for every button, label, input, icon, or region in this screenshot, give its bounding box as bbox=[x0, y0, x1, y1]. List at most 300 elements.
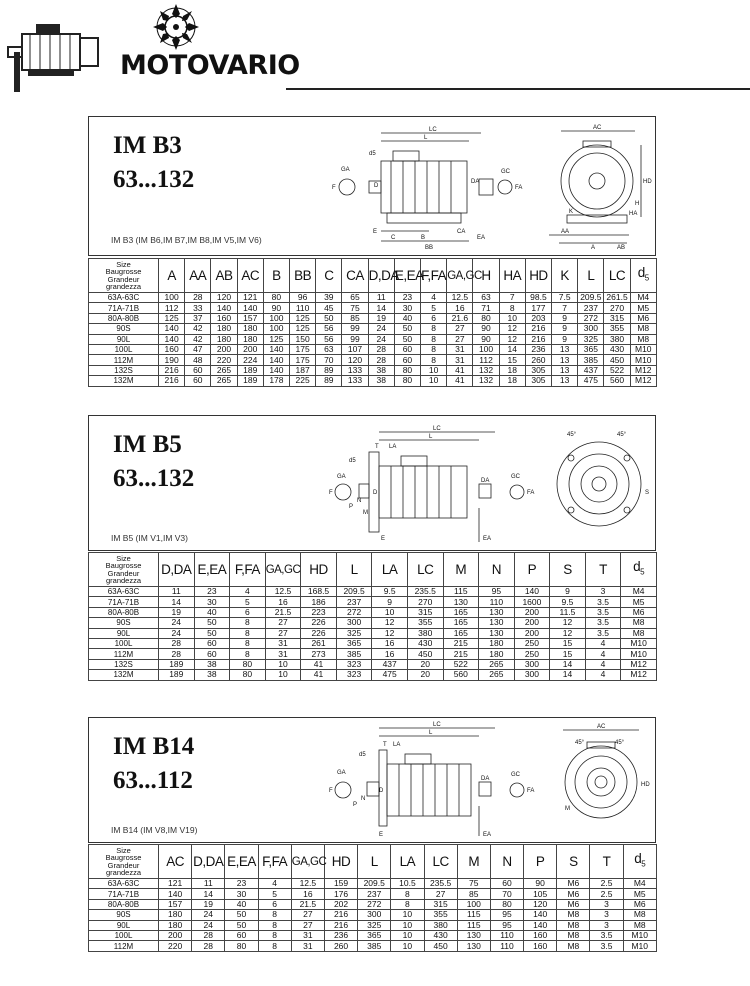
value-cell: 60 bbox=[394, 355, 420, 365]
column-header: HD bbox=[324, 845, 357, 879]
value-cell: 10 bbox=[499, 313, 525, 323]
value-cell: 75 bbox=[457, 879, 490, 889]
value-cell: M8 bbox=[621, 618, 657, 628]
value-cell: M10 bbox=[630, 355, 656, 365]
im-b14-title bbox=[113, 730, 194, 798]
im-b5-subtitle: IM B5 (IM V1,IM V3) bbox=[111, 533, 188, 543]
value-cell: 260 bbox=[324, 941, 357, 951]
svg-text:GC: GC bbox=[511, 474, 520, 480]
im-b14-banner bbox=[88, 717, 656, 843]
value-cell: 325 bbox=[578, 334, 604, 344]
table-row bbox=[89, 899, 657, 909]
value-cell: 31 bbox=[291, 930, 324, 940]
svg-text:DA: DA bbox=[471, 179, 480, 185]
value-cell: 80 bbox=[225, 941, 258, 951]
svg-text:LC: LC bbox=[433, 722, 441, 728]
value-cell: 187 bbox=[290, 365, 316, 375]
value-cell: 140 bbox=[159, 889, 192, 899]
value-cell: 80 bbox=[394, 365, 420, 375]
svg-text:L: L bbox=[424, 135, 428, 141]
im-b14-title-line: IM B14 bbox=[113, 733, 195, 760]
value-cell: 133 bbox=[342, 365, 368, 375]
value-cell: 4 bbox=[585, 649, 621, 659]
value-cell: 28 bbox=[185, 293, 211, 303]
value-cell: 272 bbox=[578, 313, 604, 323]
value-cell: 50 bbox=[194, 618, 230, 628]
value-cell: 385 bbox=[336, 649, 372, 659]
column-header: K bbox=[552, 259, 578, 293]
value-cell: 41 bbox=[447, 365, 473, 375]
value-cell: 112 bbox=[159, 303, 185, 313]
value-cell: 75 bbox=[342, 303, 368, 313]
size-header-line: grandezza bbox=[105, 576, 142, 585]
column-header: AB bbox=[211, 259, 237, 293]
value-cell: 12 bbox=[550, 618, 586, 628]
table-row bbox=[89, 293, 657, 303]
value-cell: 96 bbox=[290, 293, 316, 303]
value-cell: 65 bbox=[342, 293, 368, 303]
svg-text:C: C bbox=[391, 235, 396, 241]
value-cell: 180 bbox=[237, 324, 263, 334]
column-header: L bbox=[578, 259, 604, 293]
value-cell: 6 bbox=[230, 607, 266, 617]
brand-logo-text: MOTOVARIO bbox=[120, 50, 300, 81]
value-cell: 3 bbox=[590, 920, 623, 930]
value-cell: 475 bbox=[372, 670, 408, 680]
svg-text:L: L bbox=[429, 730, 433, 736]
table-row bbox=[89, 334, 657, 344]
value-cell: 3.5 bbox=[585, 597, 621, 607]
value-cell: 437 bbox=[372, 659, 408, 669]
svg-text:BB: BB bbox=[425, 245, 434, 251]
value-cell: 3 bbox=[590, 899, 623, 909]
value-cell: 4 bbox=[585, 638, 621, 648]
im-b14-drawing bbox=[319, 720, 649, 840]
value-cell: 56 bbox=[316, 324, 342, 334]
value-cell: 42 bbox=[185, 324, 211, 334]
value-cell: M8 bbox=[623, 920, 656, 930]
value-cell: 216 bbox=[324, 910, 357, 920]
value-cell: 522 bbox=[443, 659, 479, 669]
table-row bbox=[89, 587, 657, 597]
svg-text:LA: LA bbox=[393, 742, 401, 748]
value-cell: 216 bbox=[159, 365, 185, 375]
im-b5-title bbox=[113, 428, 194, 496]
table-row bbox=[89, 941, 657, 951]
motor-illustration-icon bbox=[0, 22, 102, 94]
value-cell: 7 bbox=[552, 303, 578, 313]
value-cell: 90 bbox=[473, 324, 499, 334]
value-cell: M8 bbox=[621, 628, 657, 638]
table-row bbox=[89, 920, 657, 930]
column-header: HD bbox=[525, 259, 551, 293]
value-cell: 133 bbox=[342, 376, 368, 386]
value-cell: 100 bbox=[263, 324, 289, 334]
value-cell: 189 bbox=[159, 670, 195, 680]
value-cell: M8 bbox=[557, 941, 590, 951]
value-cell: 100 bbox=[457, 899, 490, 909]
table-row bbox=[89, 344, 657, 354]
svg-text:DA: DA bbox=[481, 478, 490, 484]
value-cell: 31 bbox=[447, 355, 473, 365]
value-cell: 1600 bbox=[514, 597, 550, 607]
size-cell: 132S bbox=[89, 365, 159, 375]
value-cell: 8 bbox=[421, 355, 447, 365]
value-cell: 4 bbox=[585, 659, 621, 669]
table-row bbox=[89, 376, 657, 386]
table-row bbox=[89, 659, 657, 669]
table-row bbox=[89, 910, 657, 920]
value-cell: 60 bbox=[225, 930, 258, 940]
value-cell: 300 bbox=[514, 670, 550, 680]
value-cell: 125 bbox=[290, 313, 316, 323]
value-cell: 130 bbox=[443, 597, 479, 607]
value-cell: M12 bbox=[621, 670, 657, 680]
value-cell: 209.5 bbox=[336, 587, 372, 597]
svg-text:AC: AC bbox=[597, 724, 606, 730]
size-cell: 112M bbox=[89, 355, 159, 365]
value-cell: 180 bbox=[211, 334, 237, 344]
value-cell: M10 bbox=[623, 941, 656, 951]
value-cell: 107 bbox=[342, 344, 368, 354]
value-cell: 80 bbox=[230, 659, 266, 669]
value-cell: 50 bbox=[394, 324, 420, 334]
value-cell: 70 bbox=[316, 355, 342, 365]
value-cell: 121 bbox=[237, 293, 263, 303]
value-cell: 60 bbox=[185, 376, 211, 386]
value-cell: 40 bbox=[394, 313, 420, 323]
value-cell: 38 bbox=[194, 659, 230, 669]
value-cell: 200 bbox=[514, 628, 550, 638]
value-cell: 8 bbox=[258, 941, 291, 951]
value-cell: 4 bbox=[230, 587, 266, 597]
value-cell: M12 bbox=[621, 659, 657, 669]
value-cell: 27 bbox=[447, 324, 473, 334]
value-cell: 160 bbox=[524, 930, 557, 940]
size-cell: 112M bbox=[89, 941, 159, 951]
value-cell: 110 bbox=[479, 597, 515, 607]
im-b3-range-line: 63...132 bbox=[113, 166, 195, 193]
svg-text:LC: LC bbox=[433, 426, 441, 432]
value-cell: M6 bbox=[623, 899, 656, 909]
value-cell: 110 bbox=[290, 303, 316, 313]
im-b14-subtitle: IM B14 (IM V8,IM V19) bbox=[111, 825, 198, 835]
column-header: $d_5$ bbox=[623, 845, 656, 879]
value-cell: 200 bbox=[211, 344, 237, 354]
column-header: L bbox=[336, 553, 372, 587]
value-cell: 3 bbox=[585, 587, 621, 597]
value-cell: 90 bbox=[263, 303, 289, 313]
im-b5-range-line: 63...132 bbox=[113, 465, 195, 492]
value-cell: 60 bbox=[490, 879, 523, 889]
value-cell: 16 bbox=[291, 889, 324, 899]
column-header: H bbox=[473, 259, 499, 293]
table-header-row bbox=[89, 845, 657, 879]
value-cell: 48 bbox=[185, 355, 211, 365]
value-cell: M8 bbox=[630, 324, 656, 334]
value-cell: 80 bbox=[263, 293, 289, 303]
size-column-header bbox=[89, 553, 159, 587]
value-cell: 28 bbox=[159, 649, 195, 659]
value-cell: 30 bbox=[225, 889, 258, 899]
value-cell: M4 bbox=[621, 587, 657, 597]
im-b3-title bbox=[113, 129, 194, 197]
table-row bbox=[89, 324, 657, 334]
value-cell: 125 bbox=[159, 313, 185, 323]
value-cell: 28 bbox=[159, 638, 195, 648]
value-cell: 9 bbox=[552, 324, 578, 334]
table-row bbox=[89, 313, 657, 323]
svg-text:L: L bbox=[429, 434, 433, 440]
table-row bbox=[89, 889, 657, 899]
size-cell: 132S bbox=[89, 659, 159, 669]
value-cell: 19 bbox=[368, 313, 394, 323]
svg-text:LA: LA bbox=[389, 444, 397, 450]
value-cell: 33 bbox=[185, 303, 211, 313]
value-cell: 430 bbox=[604, 344, 630, 354]
value-cell: 28 bbox=[192, 941, 225, 951]
svg-text:P: P bbox=[353, 802, 358, 808]
column-header: E,EA bbox=[394, 259, 420, 293]
svg-text:M: M bbox=[363, 510, 368, 516]
column-header: BB bbox=[290, 259, 316, 293]
column-header: LC bbox=[424, 845, 457, 879]
value-cell: 8 bbox=[391, 899, 424, 909]
value-cell: 8 bbox=[258, 920, 291, 930]
value-cell: 157 bbox=[159, 899, 192, 909]
value-cell: 27 bbox=[265, 618, 301, 628]
value-cell: 450 bbox=[407, 649, 443, 659]
table-row bbox=[89, 649, 657, 659]
value-cell: 6 bbox=[421, 313, 447, 323]
column-header: T bbox=[585, 553, 621, 587]
size-cell: 112M bbox=[89, 649, 159, 659]
svg-text:45°: 45° bbox=[567, 432, 577, 438]
column-header: F,FA bbox=[258, 845, 291, 879]
svg-text:LC: LC bbox=[429, 127, 437, 133]
value-cell: 31 bbox=[291, 941, 324, 951]
svg-text:GA: GA bbox=[337, 770, 346, 776]
value-cell: 9.5 bbox=[372, 587, 408, 597]
value-cell: 437 bbox=[578, 365, 604, 375]
value-cell: 300 bbox=[358, 910, 391, 920]
column-header: HA bbox=[499, 259, 525, 293]
svg-text:HA: HA bbox=[629, 211, 638, 217]
svg-text:DA: DA bbox=[481, 776, 490, 782]
value-cell: 235.5 bbox=[424, 879, 457, 889]
value-cell: 189 bbox=[237, 376, 263, 386]
value-cell: 160 bbox=[159, 344, 185, 354]
column-header: LC bbox=[604, 259, 630, 293]
value-cell: M6 bbox=[557, 879, 590, 889]
value-cell: 12 bbox=[550, 628, 586, 638]
value-cell: 89 bbox=[316, 376, 342, 386]
size-cell: 90S bbox=[89, 618, 159, 628]
value-cell: 120 bbox=[342, 355, 368, 365]
value-cell: 24 bbox=[192, 910, 225, 920]
value-cell: 450 bbox=[424, 941, 457, 951]
value-cell: 130 bbox=[479, 618, 515, 628]
value-cell: 24 bbox=[192, 920, 225, 930]
value-cell: 38 bbox=[194, 670, 230, 680]
value-cell: 8 bbox=[421, 324, 447, 334]
svg-text:AB: AB bbox=[617, 245, 626, 251]
value-cell: 315 bbox=[407, 607, 443, 617]
value-cell: 305 bbox=[525, 376, 551, 386]
value-cell: M10 bbox=[623, 930, 656, 940]
table-row bbox=[89, 607, 657, 617]
value-cell: 325 bbox=[358, 920, 391, 930]
value-cell: 14 bbox=[159, 597, 195, 607]
value-cell: M6 bbox=[557, 889, 590, 899]
value-cell: M10 bbox=[621, 638, 657, 648]
value-cell: 11.5 bbox=[550, 607, 586, 617]
column-header: N bbox=[479, 553, 515, 587]
motovario-logo-icon bbox=[150, 2, 202, 52]
value-cell: 8 bbox=[499, 303, 525, 313]
value-cell: 315 bbox=[424, 899, 457, 909]
svg-text:E: E bbox=[379, 832, 384, 838]
svg-text:E: E bbox=[373, 229, 378, 235]
table-row bbox=[89, 879, 657, 889]
svg-text:AC: AC bbox=[593, 125, 602, 131]
value-cell: 125 bbox=[263, 334, 289, 344]
value-cell: 237 bbox=[336, 597, 372, 607]
value-cell: 10 bbox=[421, 365, 447, 375]
value-cell: 223 bbox=[301, 607, 337, 617]
value-cell: 40 bbox=[194, 607, 230, 617]
column-header: AC bbox=[159, 845, 192, 879]
value-cell: 130 bbox=[479, 628, 515, 638]
value-cell: 115 bbox=[457, 910, 490, 920]
value-cell: M8 bbox=[623, 910, 656, 920]
value-cell: 165 bbox=[443, 618, 479, 628]
value-cell: 115 bbox=[457, 920, 490, 930]
value-cell: 272 bbox=[358, 899, 391, 909]
value-cell: M6 bbox=[621, 607, 657, 617]
value-cell: 140 bbox=[159, 334, 185, 344]
size-header-line: Baugrosse bbox=[105, 267, 142, 276]
value-cell: 3.5 bbox=[590, 941, 623, 951]
svg-text:GA: GA bbox=[341, 167, 350, 173]
value-cell: 157 bbox=[237, 313, 263, 323]
table-row bbox=[89, 303, 657, 313]
column-header: M bbox=[443, 553, 479, 587]
value-cell: 21.5 bbox=[291, 899, 324, 909]
value-cell: M10 bbox=[621, 649, 657, 659]
value-cell: 24 bbox=[368, 334, 394, 344]
value-cell: 100 bbox=[159, 293, 185, 303]
value-cell: 189 bbox=[237, 365, 263, 375]
column-header: GA,GC bbox=[291, 845, 324, 879]
svg-text:E: E bbox=[381, 536, 386, 542]
value-cell: 560 bbox=[443, 670, 479, 680]
value-cell: 8 bbox=[230, 618, 266, 628]
value-cell: 121 bbox=[159, 879, 192, 889]
value-cell: 8 bbox=[391, 889, 424, 899]
value-cell: 176 bbox=[324, 889, 357, 899]
column-header: AA bbox=[185, 259, 211, 293]
value-cell: 100 bbox=[473, 344, 499, 354]
value-cell: 260 bbox=[525, 355, 551, 365]
value-cell: 325 bbox=[336, 628, 372, 638]
value-cell: 99 bbox=[342, 334, 368, 344]
value-cell: 20 bbox=[407, 659, 443, 669]
value-cell: 236 bbox=[324, 930, 357, 940]
svg-text:EA: EA bbox=[477, 235, 486, 241]
svg-text:H: H bbox=[635, 201, 640, 207]
value-cell: 24 bbox=[159, 628, 195, 638]
value-cell: 5 bbox=[230, 597, 266, 607]
value-cell: 9 bbox=[552, 334, 578, 344]
value-cell: 10 bbox=[372, 607, 408, 617]
value-cell: 265 bbox=[479, 659, 515, 669]
size-cell: 90L bbox=[89, 628, 159, 638]
value-cell: 95 bbox=[479, 587, 515, 597]
value-cell: 42 bbox=[185, 334, 211, 344]
value-cell: 2.5 bbox=[590, 879, 623, 889]
value-cell: 8 bbox=[230, 649, 266, 659]
value-cell: 112 bbox=[473, 355, 499, 365]
value-cell: 12 bbox=[372, 618, 408, 628]
section-im-b5 bbox=[88, 415, 656, 680]
value-cell: M4 bbox=[630, 293, 656, 303]
value-cell: 3.5 bbox=[585, 607, 621, 617]
column-header: GA,GC bbox=[265, 553, 301, 587]
value-cell: 99 bbox=[342, 324, 368, 334]
value-cell: 355 bbox=[604, 324, 630, 334]
value-cell: 9 bbox=[552, 313, 578, 323]
value-cell: 203 bbox=[525, 313, 551, 323]
value-cell: 120 bbox=[211, 293, 237, 303]
value-cell: 226 bbox=[301, 628, 337, 638]
value-cell: 202 bbox=[324, 899, 357, 909]
value-cell: 110 bbox=[490, 930, 523, 940]
svg-text:B: B bbox=[421, 235, 426, 241]
value-cell: 560 bbox=[604, 376, 630, 386]
value-cell: 16 bbox=[372, 649, 408, 659]
value-cell: 98.5 bbox=[525, 293, 551, 303]
value-cell: 10 bbox=[391, 930, 424, 940]
value-cell: 39 bbox=[316, 293, 342, 303]
value-cell: 140 bbox=[524, 920, 557, 930]
value-cell: 175 bbox=[290, 355, 316, 365]
value-cell: 140 bbox=[263, 365, 289, 375]
value-cell: 10 bbox=[391, 910, 424, 920]
svg-text:FA: FA bbox=[515, 185, 523, 191]
size-cell: 100L bbox=[89, 930, 159, 940]
im-b5-banner bbox=[88, 415, 656, 551]
svg-text:45°: 45° bbox=[575, 740, 585, 746]
value-cell: 13 bbox=[552, 376, 578, 386]
value-cell: 80 bbox=[230, 670, 266, 680]
svg-text:K: K bbox=[569, 209, 574, 215]
svg-text:T: T bbox=[383, 742, 387, 748]
size-column-header bbox=[89, 259, 159, 293]
svg-text:45°: 45° bbox=[617, 432, 627, 438]
im-b3-dimension-table bbox=[88, 258, 657, 387]
size-cell: 63A-63C bbox=[89, 879, 159, 889]
value-cell: 16 bbox=[372, 638, 408, 648]
value-cell: 430 bbox=[407, 638, 443, 648]
value-cell: M10 bbox=[630, 344, 656, 354]
value-cell: 10 bbox=[391, 920, 424, 930]
value-cell: 4 bbox=[421, 293, 447, 303]
value-cell: 180 bbox=[479, 649, 515, 659]
value-cell: 175 bbox=[290, 344, 316, 354]
value-cell: 140 bbox=[263, 355, 289, 365]
size-cell: 71A-71B bbox=[89, 303, 159, 313]
